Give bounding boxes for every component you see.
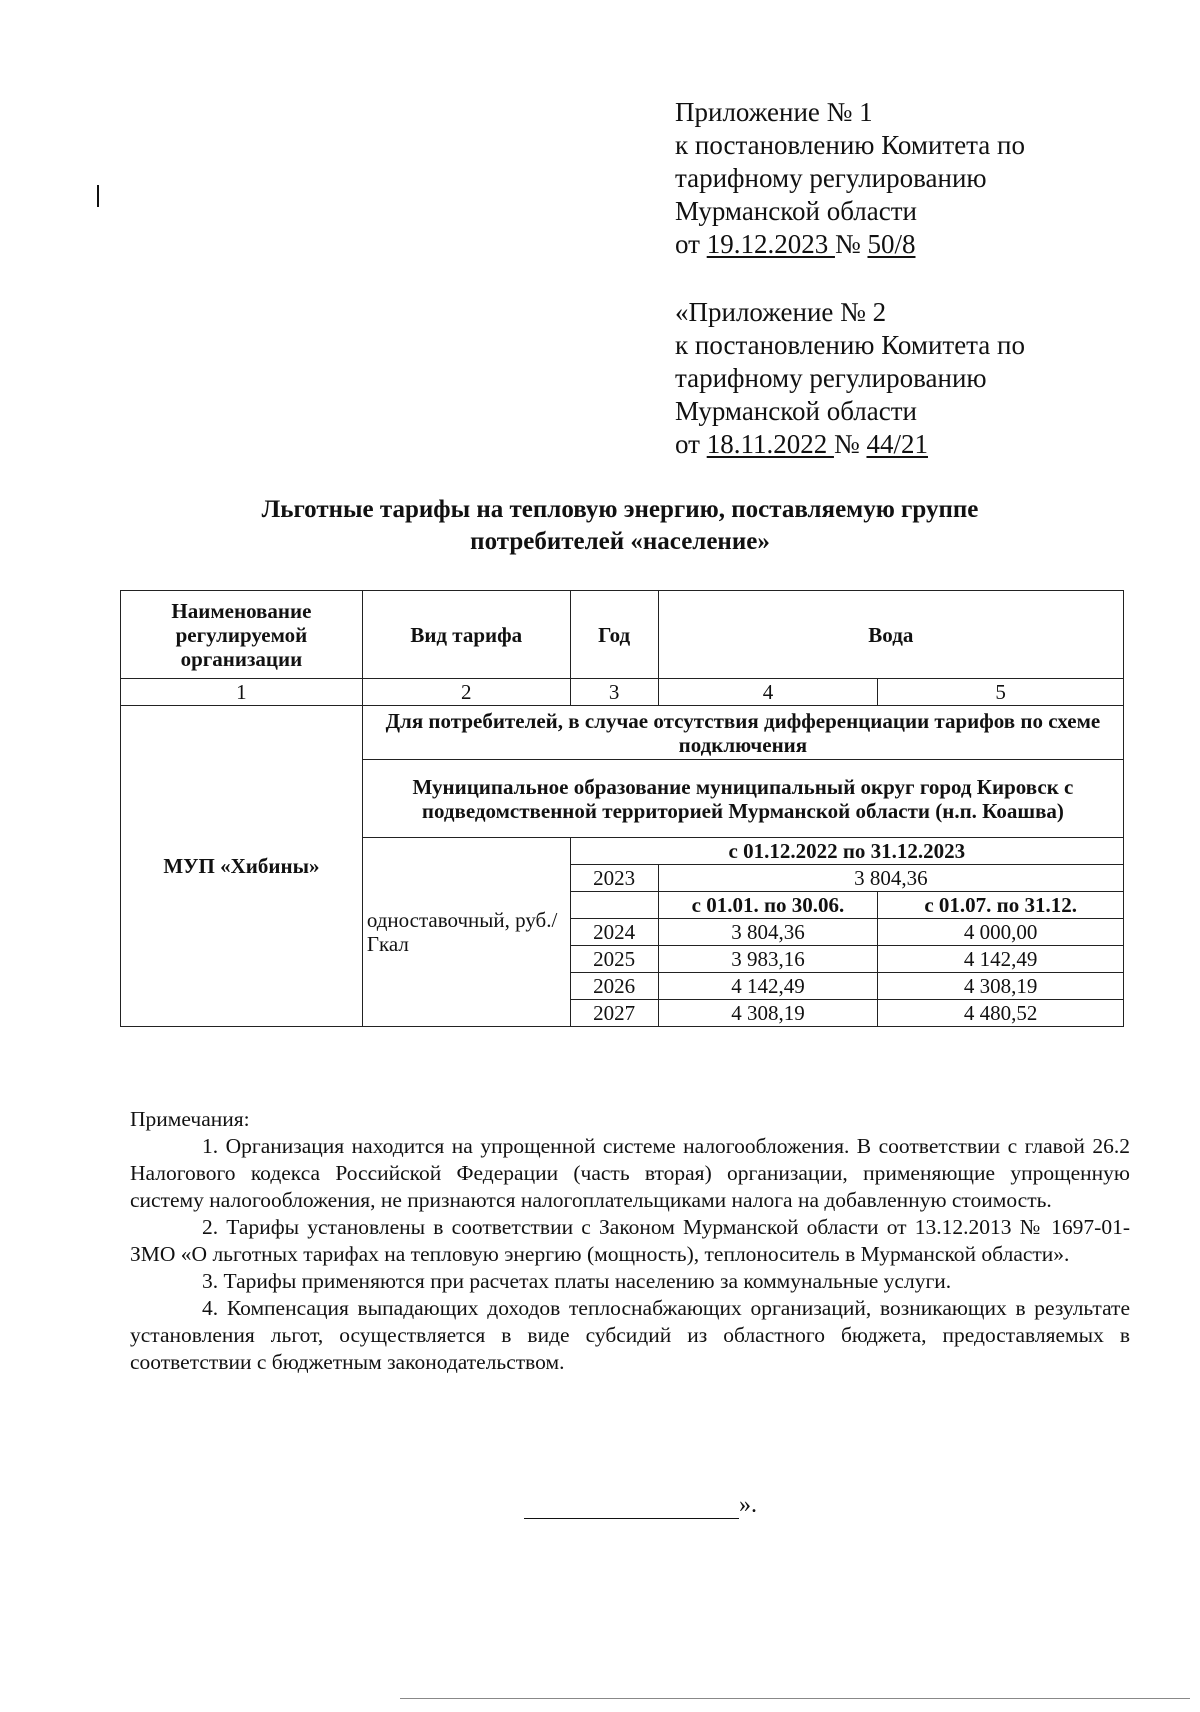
empty-cell: [570, 892, 658, 919]
header-year: Год: [570, 591, 658, 679]
year-cell: 2024: [570, 919, 658, 946]
appendix-1-number: 50/8: [867, 229, 916, 259]
date-prefix: от: [675, 429, 707, 459]
table-header-row: [121, 591, 1124, 679]
tariff-type-cell: одноставочный, руб./Гкал: [362, 838, 570, 1027]
appendix-1-line: Приложение № 1: [675, 97, 873, 127]
appendix-2-line: «Приложение № 2: [675, 297, 887, 327]
value-cell: 4 308,19: [658, 1000, 878, 1027]
value-cell: 3 804,36: [658, 919, 878, 946]
appendix-1-line: тарифному регулированию: [675, 163, 987, 193]
note-item: 2. Тарифы установлены в соответствии с Законом Мурманской области от 13.12.2013 № 1697-01-ЗМО «О льготных тарифах на тепловую энергию (мощность), теплоноситель в Мурманской области».: [130, 1215, 1130, 1266]
year-cell: 2025: [570, 946, 658, 973]
note-item: 1. Организация находится на упрощенной системе налогообложения. В соответствии с главой 26.2 Налогового кодекса Российской Федерации (часть вторая) организации, применяющие упрощенную систему налогообложения, не признаются налогоплательщиками налога на добавленную стоимость.: [130, 1134, 1130, 1212]
document-title: [130, 494, 1110, 558]
note-item: 4. Компенсация выпадающих доходов теплоснабжающих организаций, возникающих в результате установления льгот, осуществляется в виде субсидий из областного бюджета, предоставляемых в соответствии с бюджетным законодательством.: [130, 1296, 1130, 1374]
appendix-1-header: [675, 96, 1025, 261]
year-cell: 2023: [570, 865, 658, 892]
title-line-2: потребителей «население»: [470, 528, 770, 555]
half-year-2-header: с 01.07. по 31.12.: [878, 892, 1124, 919]
section-heading-1: Для потребителей, в случае отсутствия дифференциации тарифов по схеме подключения: [362, 706, 1123, 760]
appendix-1-date: 19.12.2023: [706, 229, 835, 259]
appendix-1-line: к постановлению Комитета по: [675, 130, 1025, 160]
period-header: с 01.12.2022 по 31.12.2023: [570, 838, 1123, 865]
value-cell: 4 142,49: [878, 946, 1124, 973]
appendix-2-date-line: [675, 428, 1025, 461]
value-cell: 4 000,00: [878, 919, 1124, 946]
end-underline: [524, 1496, 739, 1519]
value-cell: 3 983,16: [658, 946, 878, 973]
value-cell: 4 480,52: [878, 1000, 1124, 1027]
value-cell: 4 308,19: [878, 973, 1124, 1000]
column-number: 3: [570, 679, 658, 706]
table-row: [121, 706, 1124, 760]
half-year-1-header: с 01.01. по 30.06.: [658, 892, 878, 919]
section-heading-2: Муниципальное образование муниципальный округ город Кировск с подведомственной территорией Мурманской области (н.п. Коашва): [362, 760, 1123, 838]
appendix-2-line: тарифному регулированию: [675, 363, 987, 393]
year-cell: 2027: [570, 1000, 658, 1027]
column-number: 4: [658, 679, 878, 706]
column-number-row: [121, 679, 1124, 706]
header-water: Вода: [658, 591, 1123, 679]
header-tariff-type: Вид тарифа: [362, 591, 570, 679]
value-cell: 3 804,36: [658, 865, 1123, 892]
bottom-rule: [400, 1698, 1190, 1699]
num-prefix: №: [833, 429, 867, 459]
title-line-1: Льготные тарифы на тепловую энергию, поставляемую группе: [261, 496, 979, 523]
appendix-1-date-line: [675, 228, 1025, 261]
end-mark: [524, 1492, 757, 1519]
appendix-2-line: к постановлению Комитета по: [675, 330, 1025, 360]
year-cell: 2026: [570, 973, 658, 1000]
header-org: Наименование регулируемой организации: [121, 591, 363, 679]
tariff-table: [120, 590, 1124, 1027]
closing-quote: ».: [739, 1492, 757, 1518]
date-prefix: от: [675, 229, 707, 259]
num-prefix: №: [834, 229, 868, 259]
column-number: 2: [362, 679, 570, 706]
org-name-cell: МУП «Хибины»: [121, 706, 363, 1027]
appendix-1-line: Мурманской области: [675, 196, 917, 226]
notes-heading: Примечания:: [130, 1107, 250, 1131]
note-item: 3. Тарифы применяются при расчетах платы населению за коммунальные услуги.: [202, 1269, 952, 1293]
value-cell: 4 142,49: [658, 973, 878, 1000]
column-number: 5: [878, 679, 1124, 706]
appendix-2-line: Мурманской области: [675, 396, 917, 426]
column-number: 1: [121, 679, 363, 706]
appendix-2-date: 18.11.2022: [706, 429, 834, 459]
margin-mark: [97, 185, 99, 207]
appendix-2-number: 44/21: [866, 429, 928, 459]
appendix-2-header: [675, 296, 1025, 461]
notes-section: [130, 1106, 1130, 1376]
